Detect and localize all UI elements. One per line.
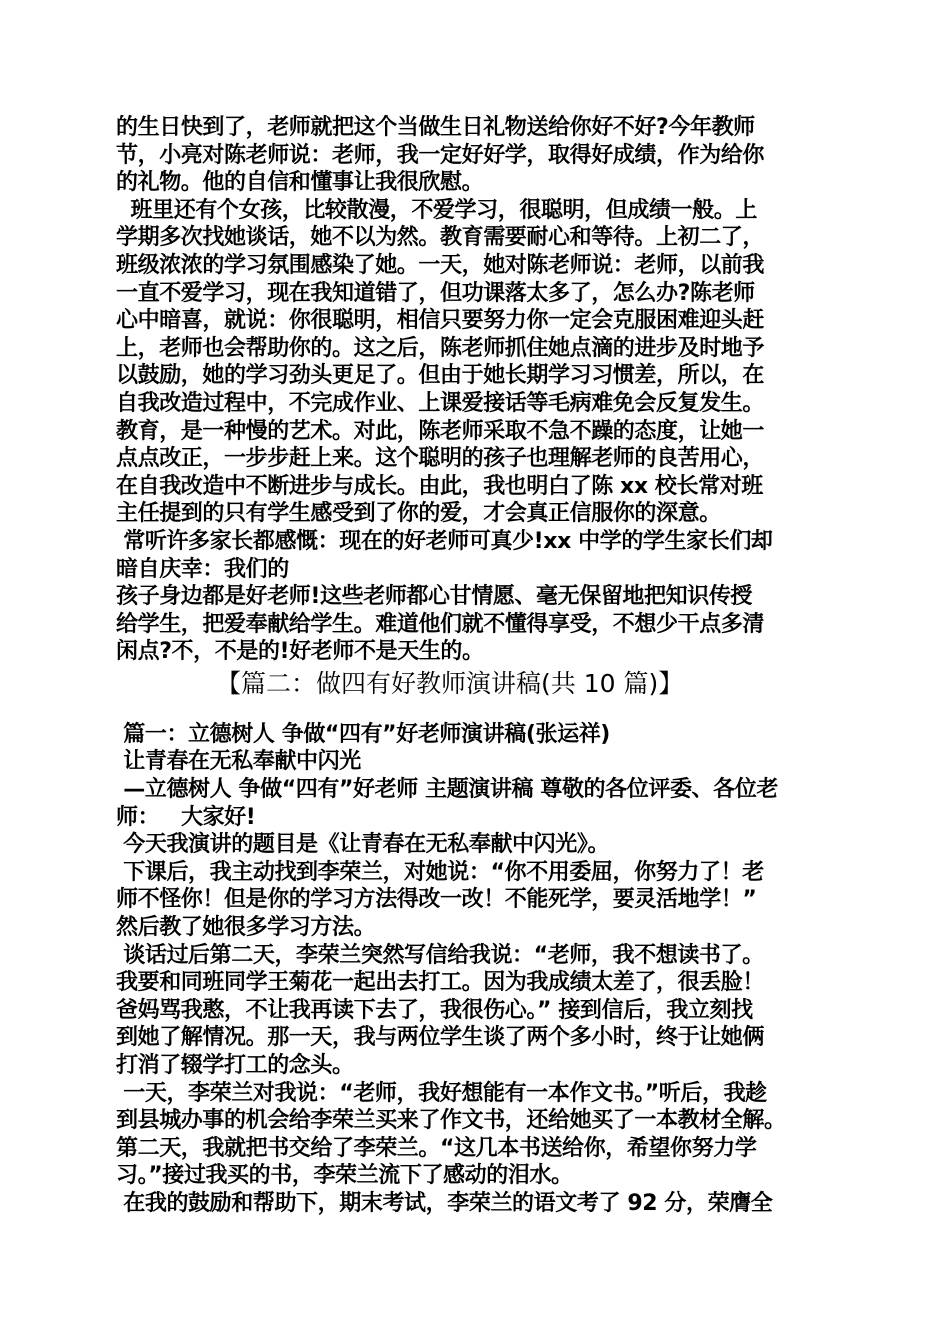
text-line: 师不怪你！但是你的学习方法得改一改！不能死学，要灵活地学！”	[116, 887, 757, 913]
spacer	[116, 701, 838, 721]
text-line: 点点改正，一步步赶上来。这个聪明的孩子也理解老师的良苦用心，	[116, 446, 765, 472]
text-line: 打消了辍学打工的念头。	[116, 1053, 354, 1078]
text-line: 以鼓励，她的学习劲头更足了。但由于她长期学习习惯差，所以，在	[116, 363, 765, 389]
paragraph-block-2	[116, 721, 838, 1218]
paragraph-block-1	[116, 114, 838, 666]
text-line: 常听许多家长都感慨：现在的好老师可真少!xx 中学的学生家长们却	[116, 528, 773, 554]
text-line: 给学生，把爱奉献给学生。难道他们就不懂得享受，不想少干点多清	[116, 611, 765, 637]
text-line: 孩子身边都是好老师!这些老师都心甘情愿、毫无保留地把知识传授	[116, 584, 753, 610]
text-line: —立德树人 争做“四有”好老师 主题演讲稿 尊敬的各位评委、各位老	[116, 777, 778, 803]
text-line: 第二天，我就把书交给了李荣兰。“这几本书送给你，希望你努力学	[116, 1135, 757, 1161]
text-line: 闲点?不，不是的!好老师不是天生的。	[116, 639, 484, 665]
text-line: 我要和同班同学王菊花一起出去打工。因为我成绩太差了，很丢脸！	[116, 970, 765, 996]
text-line: 上，老师也会帮助你的。这之后，陈老师抓住她点滴的进步及时地予	[116, 335, 765, 361]
text-line: 主任提到的只有学生感受到了你的爱，才会真正信服你的深意。	[116, 501, 721, 527]
text-line: 一直不爱学习，现在我知道错了，但功课落太多了，怎么办?陈老师	[116, 280, 755, 306]
text-line: 师： 大家好!	[116, 804, 256, 830]
text-line: 到县城办事的机会给李荣兰买来了作文书，还给她买了一本教材全解。	[116, 1108, 786, 1134]
text-line: 自我改造过程中，不完成作业、上课爱接话等毛病难免会反复发生。	[116, 390, 765, 416]
text-line: 篇一：立德树人 争做“四有”好老师演讲稿(张运祥)	[116, 721, 610, 747]
text-line: 心中暗喜，就说：你很聪明，相信只要努力你一定会克服困难迎头赶	[116, 308, 765, 334]
text-line: 到她了解情况。那一天，我与两位学生谈了两个多小时，终于让她俩	[116, 1025, 765, 1051]
text-line: 谈话过后第二天，李荣兰突然写信给我说：“老师，我不想读书了。	[116, 942, 764, 968]
text-line: 一天，李荣兰对我说：“老师，我好想能有一本作文书。”听后，我趁	[116, 1080, 767, 1106]
text-line: 在自我改造中不断进步与成长。由此，我也明白了陈 xx 校长常对班	[116, 473, 763, 499]
text-line: 暗自庆幸：我们的	[116, 556, 289, 582]
text-line: 习。”接过我买的书，李荣兰流下了感动的泪水。	[116, 1163, 573, 1189]
text-line: 的生日快到了，老师就把这个当做生日礼物送给你好不好?今年教师	[116, 115, 755, 140]
text-line: 教育，是一种慢的艺术。对此，陈老师采取不急不躁的态度，让她一	[116, 418, 765, 444]
text-line: 让青春在无私奉献中闪光	[116, 749, 361, 775]
text-line: 班里还有个女孩，比较散漫，不爱学习，很聪明，但成绩一般。上	[116, 197, 757, 223]
text-line: 班级浓浓的学习氛围感染了她。一天，她对陈老师说：老师，以前我	[116, 252, 765, 278]
text-line: 下课后，我主动找到李荣兰，对她说：“你不用委屈，你努力了！老	[116, 859, 764, 885]
text-line: 今天我演讲的题目是《让青春在无私奉献中闪光》。	[116, 832, 610, 858]
text-line: 学期多次找她谈话，她不以为然。教育需要耐心和等待。上初二了，	[116, 225, 765, 251]
text-line: 爸妈骂我憨，不让我再读下去了，我很伤心。” 接到信后，我立刻找	[116, 997, 753, 1023]
section-heading: 【篇二：做四有好教师演讲稿(共 10 篇)】	[216, 668, 684, 698]
document-page	[116, 114, 838, 1218]
text-line: 的礼物。他的自信和懂事让我很欣慰。	[116, 170, 484, 196]
text-line: 然后教了她很多学习方法。	[116, 915, 376, 941]
text-line: 节，小亮对陈老师说：老师，我一定好好学，取得好成绩，作为给你	[116, 142, 765, 168]
text-line: 在我的鼓励和帮助下，期末考试，李荣兰的语文考了 92 分，荣膺全	[116, 1190, 773, 1216]
